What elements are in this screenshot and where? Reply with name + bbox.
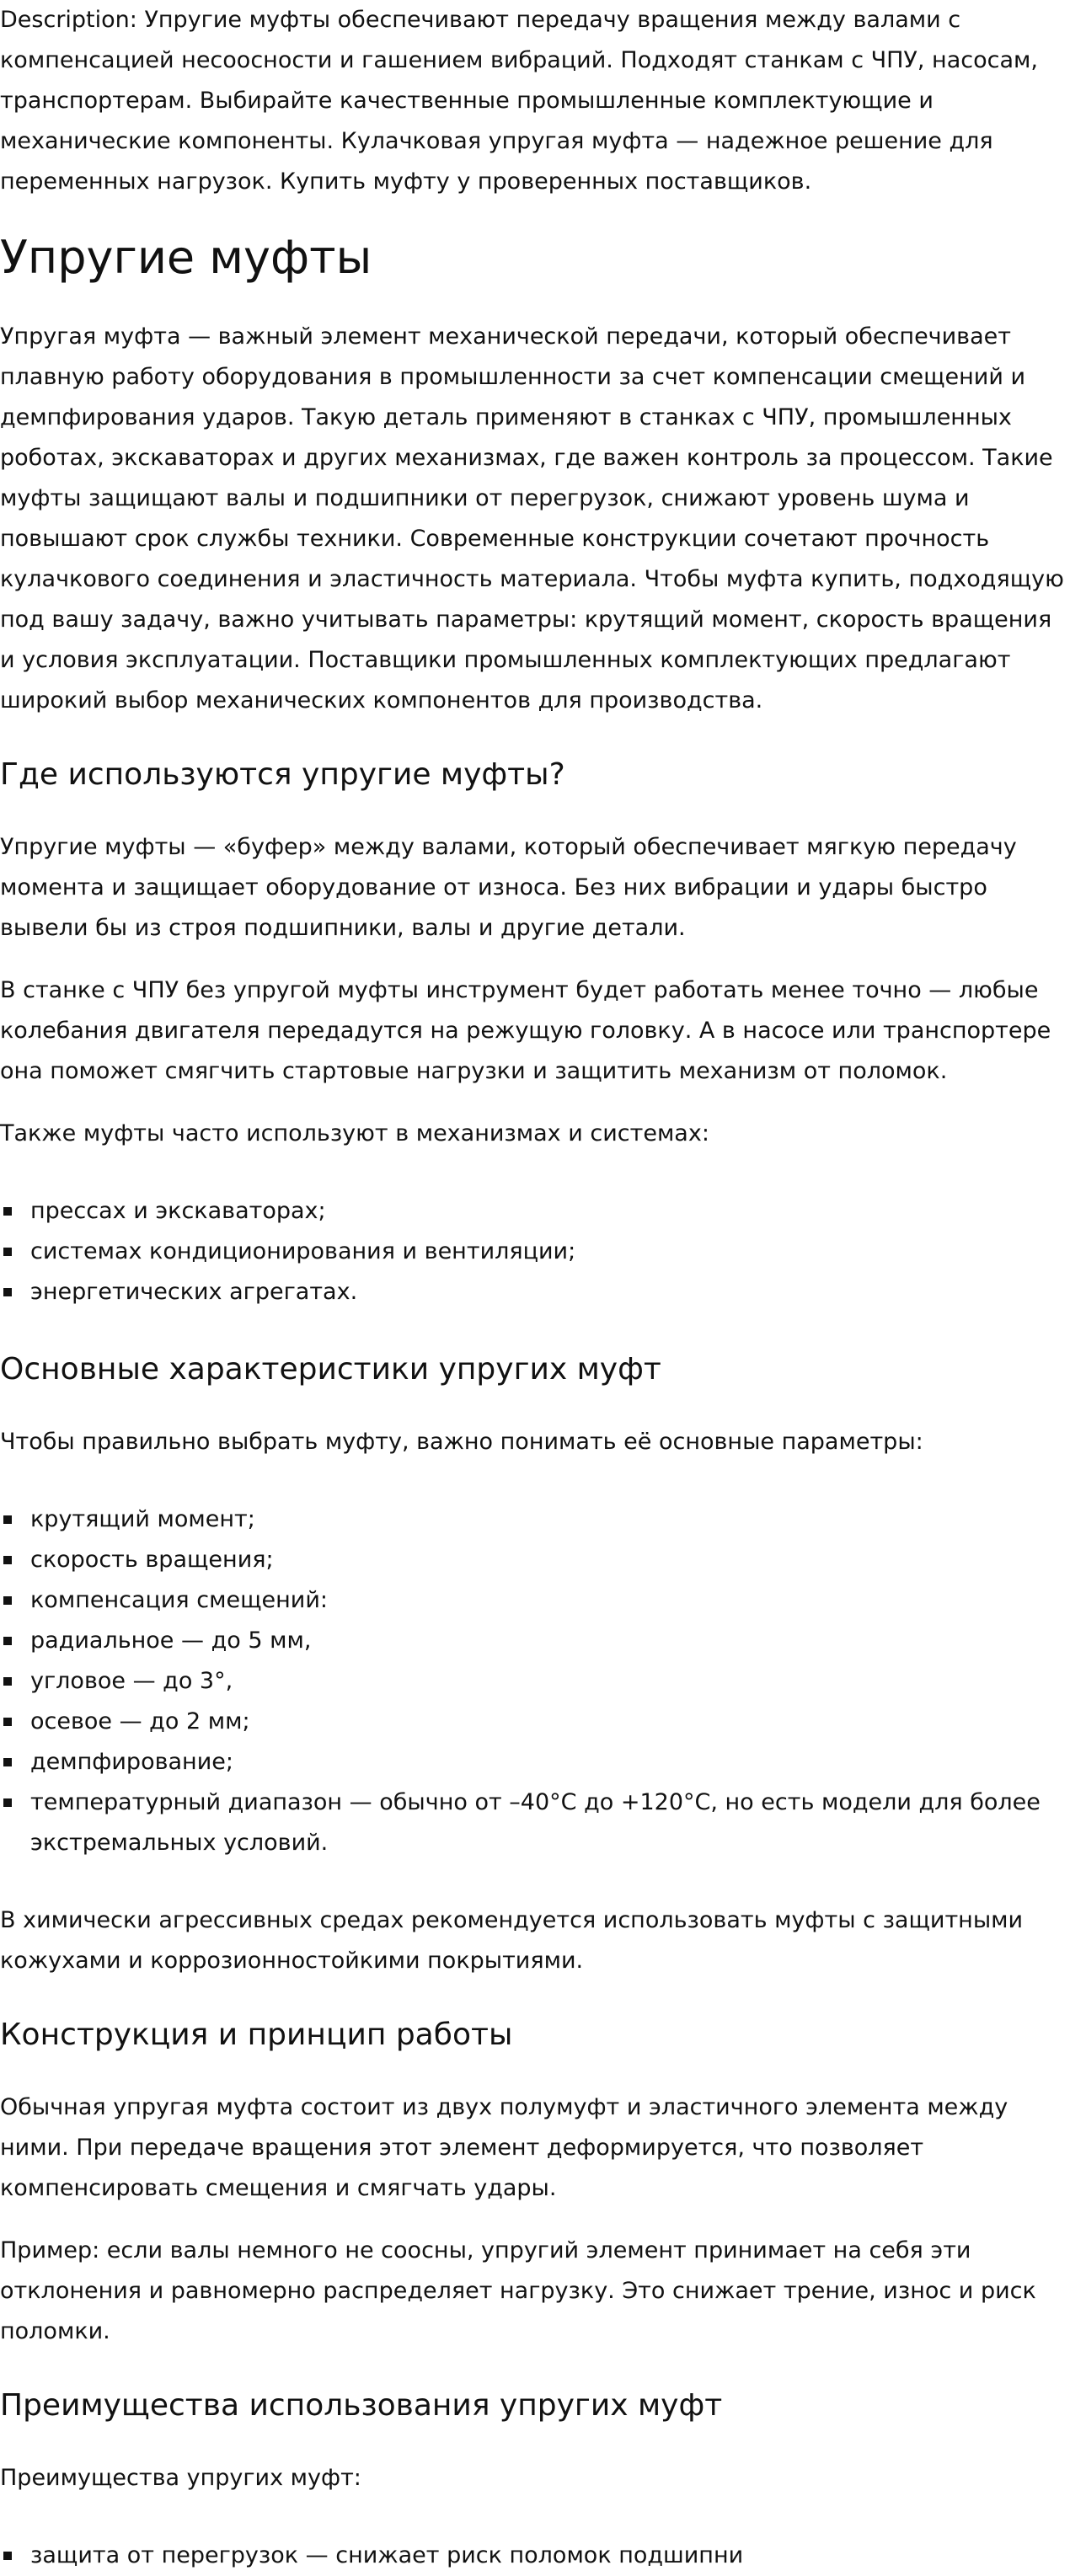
- paragraph: Преимущества упругих муфт:: [0, 2465, 361, 2491]
- section-heading-construction: Конструкция и принцип работы: [0, 2018, 513, 2052]
- list-item: температурный диапазон — обычно от –40°C до +120°C, но есть модели для более экстремальных условий.: [0, 1782, 1070, 1863]
- list-item: прессах и экскаваторах;: [0, 1191, 1070, 1232]
- intro-paragraph: Упругая муфта — важный элемент механической передачи, который обеспечивает плавную работу оборудования в промышленности за счет компенсации смещений и демпфирования ударов. Такую деталь применяют в станках с ЧПУ, промышленных роботах, экскаваторах и других механизмах, где важен контроль за процессом. Такие муфты защищают валы и подшипники от перегрузок, снижают уровень шума и повышают срок службы техники. Современные конструкции сочетают прочность кулачкового соединения и эластичность материала. Чтобы муфта купить, подходящую под вашу задачу, важно учитывать параметры: крутящий момент, скорость вращения и условия эксплуатации. Поставщики промышленных комплектующих предлагают широкий выбор механических компонентов для производства.: [0, 323, 1064, 713]
- page-title: Упругие муфты: [0, 231, 372, 284]
- usage-list: [0, 1191, 1070, 1312]
- meta-description: Description: Упругие муфты обеспечивают передачу вращения между валами с компенсацией несоосности и гашением вибраций. Подходят станкам с ЧПУ, насосам, транспортерам. Выбирайте качественные промышленные комплектующие и механические компоненты. Кулачковая упругая муфта — надежное решение для переменных нагрузок. Купить муфту у проверенных поставщиков.: [0, 7, 1038, 195]
- section-heading-characteristics: Основные характеристики упругих муфт: [0, 1352, 661, 1387]
- list-item: демпфирование;: [0, 1742, 1070, 1782]
- paragraph: Обычная упругая муфта состоит из двух полумуфт и эластичного элемента между ними. При передаче вращения этот элемент деформируется, что позволяет компенсировать смещения и смягчать удары.: [0, 2094, 1008, 2201]
- paragraph: В химически агрессивных средах рекомендуется использовать муфты с защитными кожухами и коррозионностойкими покрытиями.: [0, 1907, 1024, 1974]
- list-item: компенсация смещений:: [0, 1580, 1070, 1621]
- list-item: осевое — до 2 мм;: [0, 1702, 1070, 1742]
- list-item: энергетических агрегатах.: [0, 1272, 1070, 1312]
- paragraph: Упругие муфты — «буфер» между валами, который обеспечивает мягкую передачу момента и защищает оборудование от износа. Без них вибрации и удары быстро вывели бы из строя подшипники, валы и другие детали.: [0, 834, 1017, 941]
- advantages-list: [0, 2536, 1070, 2576]
- list-item: угловое — до 3°,: [0, 1661, 1070, 1702]
- paragraph: Пример: если валы немного не соосны, упругий элемент принимает на себя эти отклонения и равномерно распределяет нагрузку. Это снижает трение, износ и риск поломки.: [0, 2237, 1036, 2344]
- list-item: системах кондиционирования и вентиляции;: [0, 1232, 1070, 1272]
- paragraph: В станке с ЧПУ без упругой муфты инструмент будет работать менее точно — любые колебания двигателя передадутся на режущую головку. А в насосе или транспортере она поможет смягчить стартовые нагрузки и защитить механизм от поломок.: [0, 977, 1051, 1084]
- characteristics-list: [0, 1499, 1070, 1863]
- paragraph: Также муфты часто используют в механизмах и системах:: [0, 1120, 709, 1146]
- list-item: скорость вращения;: [0, 1540, 1070, 1580]
- paragraph: Чтобы правильно выбрать муфту, важно понимать её основные параметры:: [0, 1429, 923, 1455]
- list-item: радиальное — до 5 мм,: [0, 1621, 1070, 1661]
- list-item: крутящий момент;: [0, 1499, 1070, 1540]
- list-item: защита от перегрузок — снижает риск поломок подшипни: [0, 2536, 1070, 2576]
- section-heading-usage: Где используются упругие муфты?: [0, 757, 565, 792]
- section-heading-advantages: Преимущества использования упругих муфт: [0, 2388, 723, 2423]
